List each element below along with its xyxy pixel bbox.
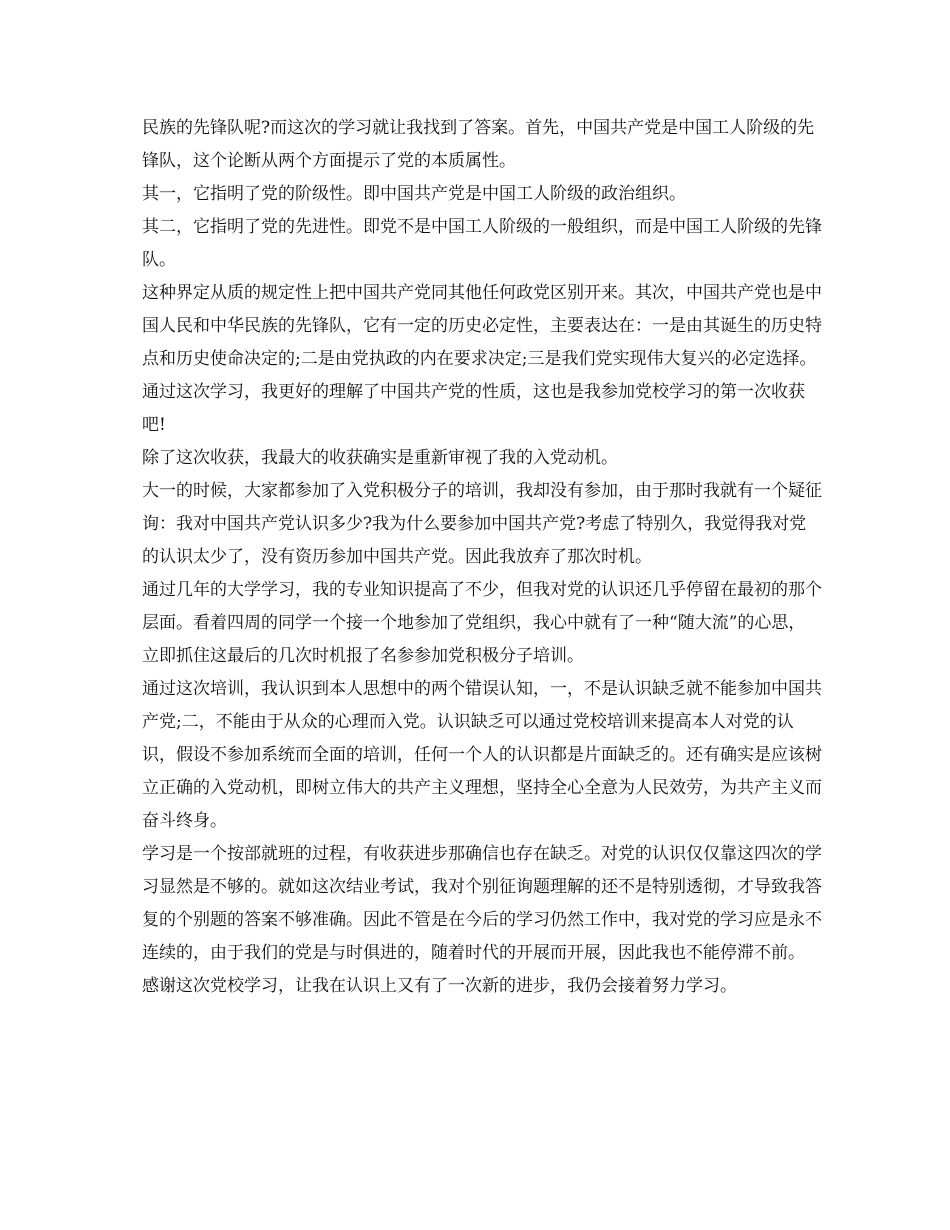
paragraph-6: 大一的时候，大家都参加了入党积极分子的培训，我却没有参加，由于那时我就有一个疑征询：我对中国共产党认识多少?我为什么要参加中国共产党?考虑了特别久，我觉得我对党的认识太少了，没有资历参加中国共产党。因此我放弃了那次时机。 [142,481,822,567]
paragraph-2: 其一，它指明了党的阶级性。即中国共产党是中国工人阶级的政治组织。 [142,184,686,204]
paragraph-5: 除了这次收获，我最大的收获确实是重新审视了我的入党动机。 [142,448,618,468]
paragraph-7: 通过几年的大学学习，我的专业知识提高了不少，但我对党的认识还几乎停留在最初的那个层面。看着四周的同学一个接一个地参加了党组织，我心中就有了一种“随大流”的心思，立即抓住这最后的几次时机报了名参参加党积极分子培训。 [142,580,822,666]
paragraph-8: 通过这次培训，我认识到本人思想中的两个错误认知，一，不是认识缺乏就不能参加中国共产党;二，不能由于从众的心理而入党。认识缺乏可以通过党校培训来提高本人对党的认识，假设不参加系统而全面的培训，任何一个人的认识都是片面缺乏的。还有确实是应该树立正确的入党动机，即树立伟大的共产主义理想，坚持全心全意为人民效劳，为共产主义而奋斗终身。 [142,679,822,831]
paragraph-1: 民族的先锋队呢?而这次的学习就让我找到了答案。首先，中国共产党是中国工人阶级的先锋队，这个论断从两个方面提示了党的本质属性。 [142,118,815,171]
paragraph-10: 感谢这次党校学习，让我在认识上又有了一次新的进步，我仍会接着努力学习。 [142,976,737,996]
document-body [142,112,822,1003]
paragraph-4: 这种界定从质的规定性上把中国共产党同其他任何政党区别开来。其次，中国共产党也是中国人民和中华民族的先锋队，它有一定的历史必定性，主要表达在：一是由其诞生的历史特点和历史使命决定的;二是由党执政的内在要求决定;三是我们党实现伟大复兴的必定选择。通过这次学习，我更好的理解了中国共产党的性质，这也是我参加党校学习的第一次收获吧! [142,283,822,435]
paragraph-3: 其二，它指明了党的先进性。即党不是中国工人阶级的一般组织，而是中国工人阶级的先锋队。 [142,217,822,270]
paragraph-9: 学习是一个按部就班的过程，有收获进步那确信也存在缺乏。对党的认识仅仅靠这四次的学习显然是不够的。就如这次结业考试，我对个别征询题理解的还不是特别透彻，才导致我答复的个别题的答案不够准确。因此不管是在今后的学习仍然工作中，我对党的学习应是永不连续的，由于我们的党是与时俱进的，随着时代的开展而开展，因此我也不能停滞不前。 [142,844,822,963]
